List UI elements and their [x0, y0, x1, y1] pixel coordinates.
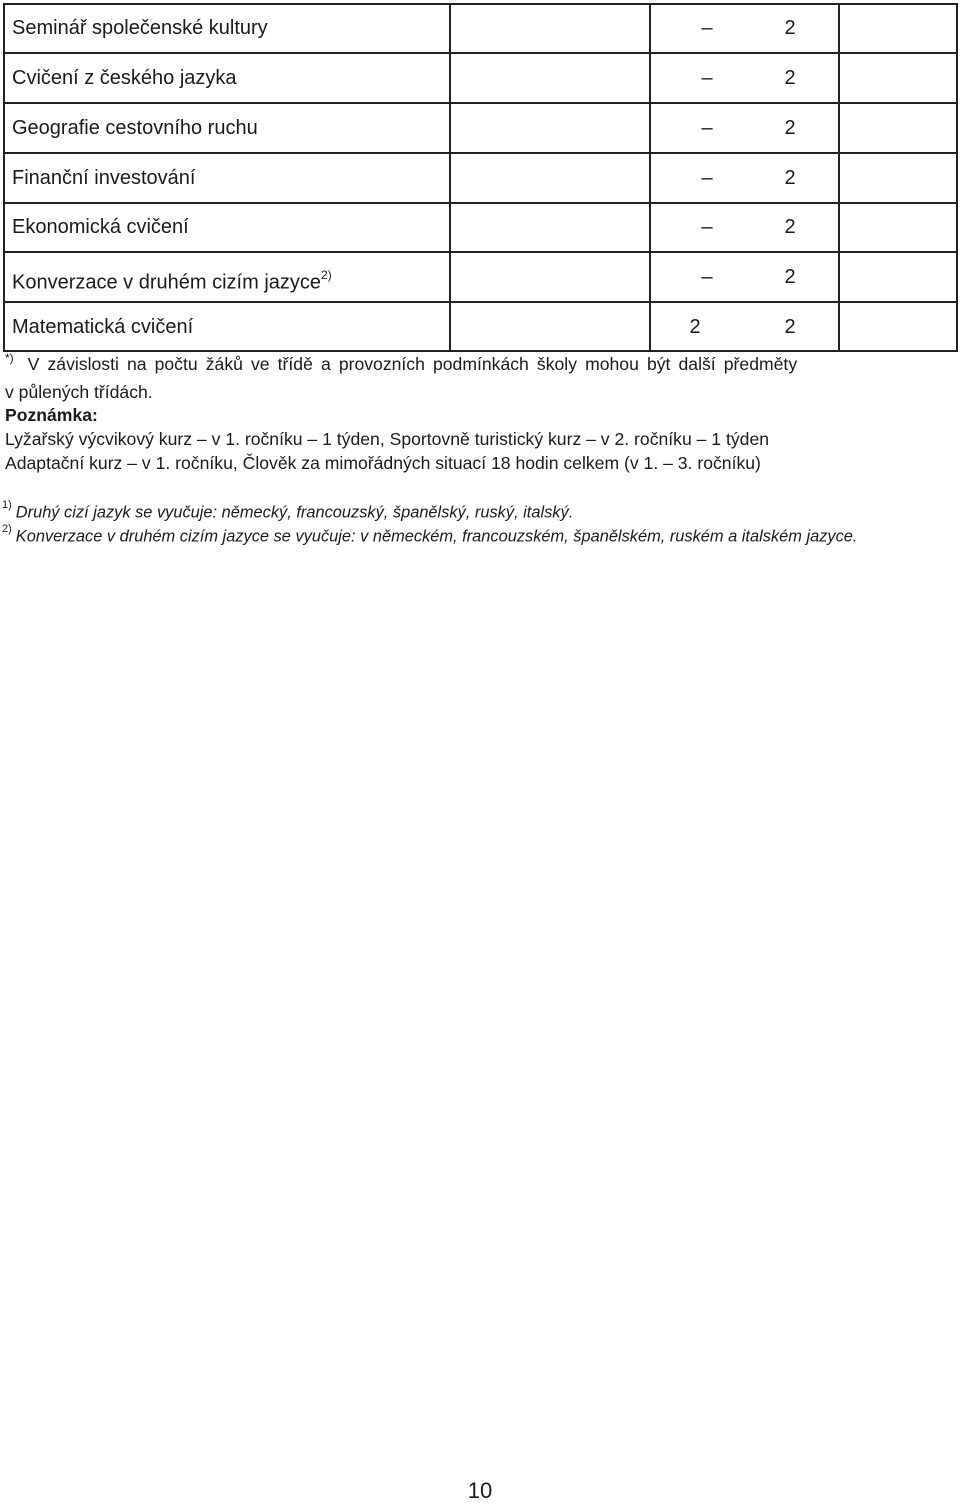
subject-name: Konverzace v druhém cizím jazyce$^{2)}$ — [12, 268, 332, 294]
footnote-ref: 2) — [321, 268, 332, 282]
note-line: Adaptační kurz – v 1. ročníku, Člověk za mimořádných situací 18 hodin celkem (v 1. – 3. ročníku) — [5, 453, 761, 473]
hours-cell: 2 — [784, 17, 796, 39]
hours-cell: – — [701, 216, 713, 238]
footnote-marker: 2) — [2, 523, 12, 535]
hours-cell: 2 — [784, 266, 796, 288]
hours-cell: 2 — [689, 316, 701, 338]
hours-cell: 2 — [784, 316, 796, 338]
subjects-table — [3, 3, 958, 352]
footnote-marker: 1) — [2, 499, 12, 511]
hours-cell: 2 — [784, 216, 796, 238]
hours-cell: 2 — [784, 67, 796, 89]
hours-cell: 2 — [784, 167, 796, 189]
subject-name: Ekonomická cvičení — [12, 216, 189, 238]
note-heading: Poznámka: — [5, 405, 98, 425]
note-line: Lyžařský výcvikový kurz – v 1. ročníku – 1 týden, Sportovně turistický kurz – v 2. ročníku – 1 týden — [5, 429, 770, 449]
hours-cell: – — [701, 167, 713, 189]
subject-name: Seminář společenské kultury — [12, 17, 268, 39]
hours-cell: – — [701, 67, 713, 89]
hours-cell: 2 — [784, 117, 796, 139]
subject-name: Matematická cvičení — [12, 316, 194, 338]
hours-cell: – — [701, 117, 713, 139]
hours-cell: – — [701, 266, 713, 288]
subject-name: Finanční investování — [12, 167, 196, 189]
hours-cell: – — [701, 17, 713, 39]
subject-name: Cvičení z českého jazyka — [12, 67, 237, 89]
page-number: 10 — [467, 1478, 493, 1503]
subject-name: Geografie cestovního ruchu — [12, 117, 258, 139]
footnote: $^{2)}$ Konverzace v druhém cizím jazyce se vyučuje: v německém, francouzském, španělském, ruském a italském jazyce. — [2, 523, 858, 546]
availability-note-cont: v půlených třídách. — [5, 382, 153, 402]
note-marker: *) — [5, 351, 14, 365]
availability-note: *) V závislosti na počtu žáků ve třídě a provozních podmínkách školy mohou být další předměty — [5, 351, 798, 374]
footnote: $^{1)}$ Druhý cizí jazyk se vyučuje: německý, francouzský, španělský, ruský, italský. — [2, 499, 574, 522]
